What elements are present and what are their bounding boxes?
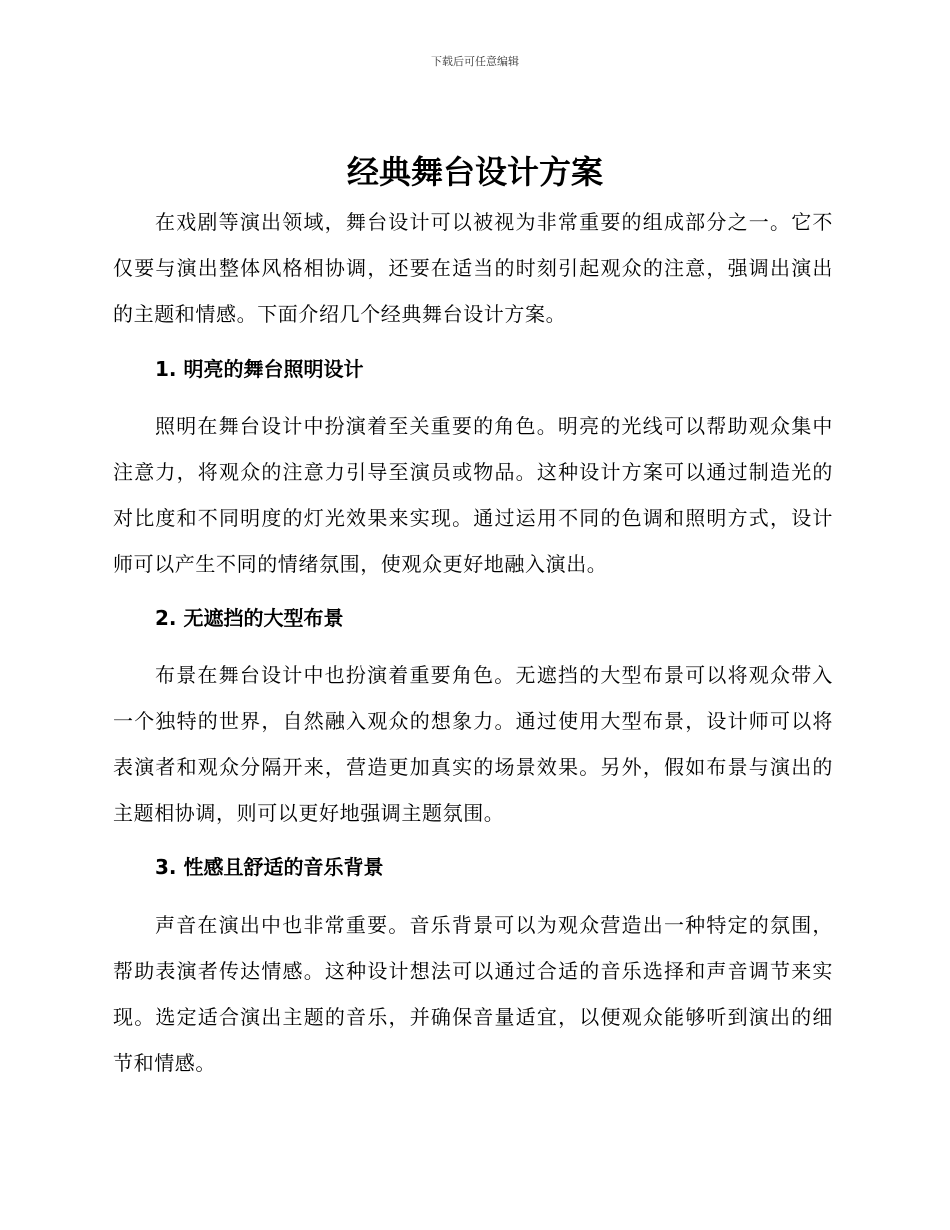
header-note: 下载后可任意编辑 xyxy=(431,55,519,68)
section-body-music: 声音在演出中也非常重要。音乐背景可以为观众营造出一种特定的氛围，帮助表演者传达情感。这种设计想法可以通过合适的音乐选择和声音调节来实现。选定适合演出主题的音乐，并确保音量适宜，以便观众能够听到演出的细节和情感。 xyxy=(113,913,833,1075)
section-heading-scenery: 2. 无遮挡的大型布景 xyxy=(155,606,344,630)
section-body-lighting: 照明在舞台设计中扮演着至关重要的角色。明亮的光线可以帮助观众集中注意力，将观众的注意力引导至演员或物品。这种设计方案可以通过制造光的对比度和不同明度的灯光效果来实现。通过运用不同的色调和照明方式，设计师可以产生不同的情绪氛围，使观众更好地融入演出。 xyxy=(113,414,833,576)
document-title: 经典舞台设计方案 xyxy=(346,153,603,191)
section-heading-lighting: 1. 明亮的舞台照明设计 xyxy=(155,357,364,381)
section-heading-music: 3. 性感且舒适的音乐背景 xyxy=(155,855,384,879)
intro-paragraph: 在戏剧等演出领域，舞台设计可以被视为非常重要的组成部分之一。它不仅要与演出整体风格相协调，还要在适当的时刻引起观众的注意，强调出演出的主题和情感。下面介绍几个经典舞台设计方案。 xyxy=(113,210,833,326)
section-body-scenery: 布景在舞台设计中也扮演着重要角色。无遮挡的大型布景可以将观众带入一个独特的世界，自然融入观众的想象力。通过使用大型布景，设计师可以将表演者和观众分隔开来，营造更加真实的场景效果。另外，假如布景与演出的主题相协调，则可以更好地强调主题氛围。 xyxy=(113,663,833,825)
